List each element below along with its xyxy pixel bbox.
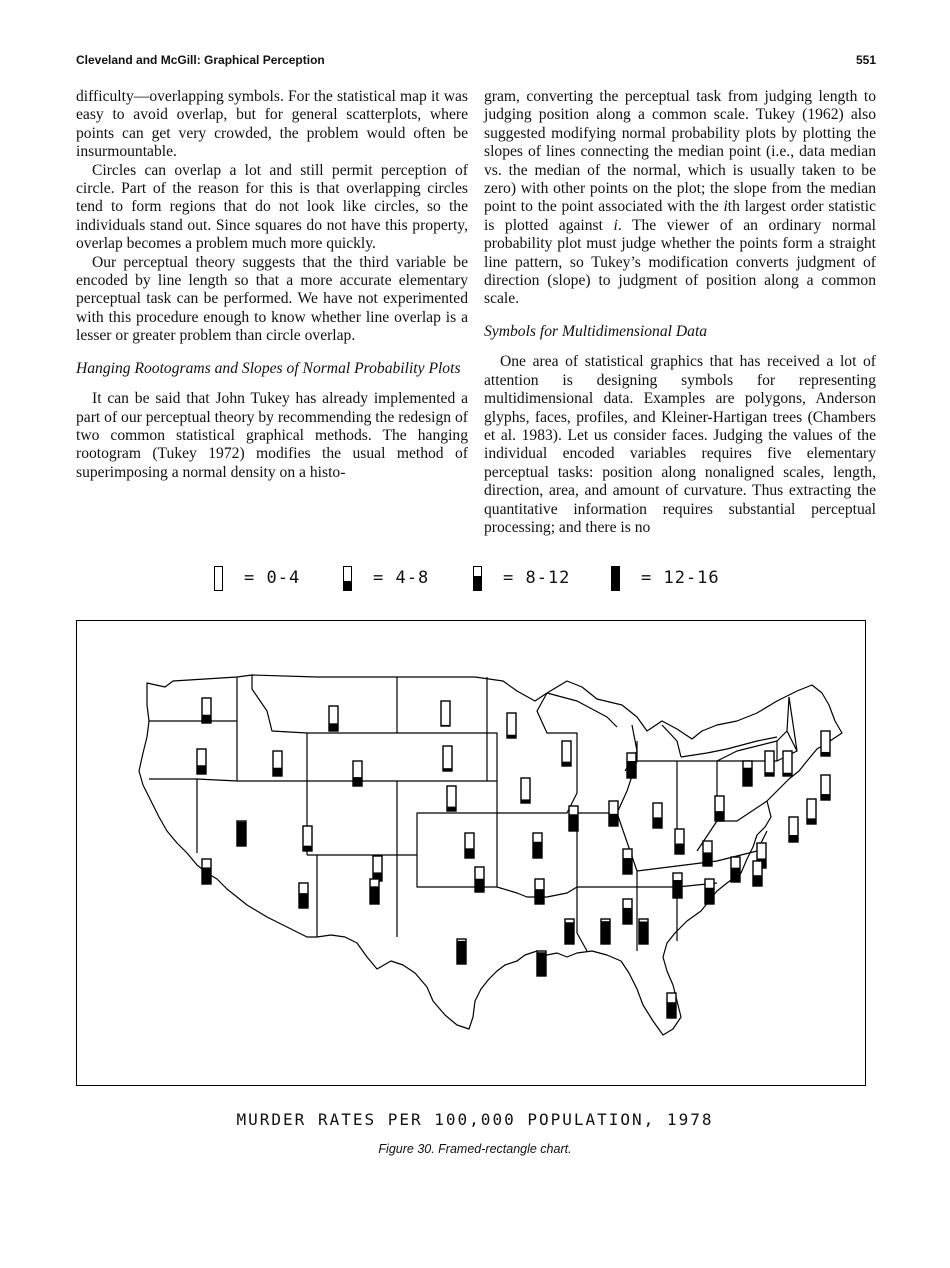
paragraph: Circles can overlap a lot and still permit perception of circle. Part of the reason for this is that overlapping circles tend to form regions that do not look like circles, so the individuals stand out. Since squares do not have this property, overlap becomes a problem much more quickly. [76, 161, 468, 253]
state-frame-nd [441, 701, 450, 726]
state-bar-mn [507, 735, 516, 738]
state-bar-in [609, 814, 618, 826]
state-bar-la [537, 952, 546, 976]
state-bar-ks [465, 848, 474, 858]
state-bar-pa [715, 811, 724, 821]
legend-symbol [343, 566, 352, 591]
paragraph: difficulty—overlapping symbols. For the statistical map it was easy to avoid overlap, but for general scatterplots, where points can get very crowded, the problem would often be insurmountable. [76, 88, 468, 161]
state-bar-nd [441, 725, 450, 726]
running-head-title: Cleveland and McGill: Graphical Perception [76, 53, 325, 67]
state-bar-ok [475, 879, 484, 892]
state-bar-nv [237, 822, 246, 846]
italic-variable: i [613, 216, 618, 234]
state-bar-az [299, 893, 308, 908]
legend-symbol-fill [344, 581, 351, 590]
state-bar-wy [353, 777, 362, 786]
map-frame [76, 620, 866, 1086]
state-symbols [197, 698, 830, 1018]
left-column [76, 88, 468, 482]
paragraph: One area of statistical graphics that has received a lot of attention is designing symbols for representing multidimensional data. Examples are polygons, Anderson glyphs, faces, profiles, and Kleiner-Hartigan trees (Chambers et al. 1983). Let us consider faces. Judging the values of the individual encoded variables requires five elementary perceptual tasks: position along nonaligned scales, length, direction, area, and amount of curvature. Thus extracting the quantitative information requires substantial perceptual processing; and there is no [484, 353, 876, 536]
state-bar-il [569, 814, 578, 831]
legend-symbol-fill [474, 576, 481, 590]
state-bar-mi [627, 761, 636, 778]
state-frame-nh [783, 751, 792, 776]
us-outline [139, 675, 842, 1035]
state-bar-ky [623, 858, 632, 874]
figure-caption: Figure 30. Framed-rectangle chart. [378, 1142, 572, 1156]
state-bar-va [703, 852, 712, 866]
section-heading: Symbols for Multidimensional Data [484, 322, 708, 340]
state-frame-ia [521, 778, 530, 803]
state-bar-al [601, 921, 610, 944]
state-frame-mn [507, 713, 516, 738]
state-bar-wa [202, 715, 211, 723]
text-run: th largest order statistic is plotted against [484, 198, 877, 234]
chart-title: MURDER RATES PER 100,000 POPULATION, 1978 [236, 1110, 714, 1129]
section-heading: Hanging Rootograms and Slopes of Normal Probability Plots [76, 359, 461, 377]
text-run: gram, converting the perceptual task from judging length to judging position along a common scale. Tukey (1962) also suggested modifying normal probability plots by plotting the slopes of lines connecting the median point (i.e., data median vs. the median of the normal, which is usually taken to be zero) with other points on the plot; the slope from the median point to the point associated with the [484, 88, 876, 216]
state-bar-ri [807, 818, 816, 824]
state-bar-md [731, 868, 740, 882]
great-lakes [547, 693, 777, 771]
state-bar-ia [521, 799, 530, 803]
state-boundaries [139, 675, 842, 1035]
state-bar-nc [705, 888, 714, 904]
paragraph: Our perceptual theory suggests that the third variable be encoded by line length so that a more accurate elementary perceptual task can be performed. We have not experimented with this procedure enough to know whether line overlap is a lesser or greater problem than circle overlap. [76, 253, 468, 345]
state-bar-de [753, 875, 762, 886]
state-bar-ny [743, 768, 752, 786]
state-bar-ga [639, 922, 648, 945]
state-bar-ut [303, 846, 312, 851]
legend-symbol [611, 566, 620, 591]
state-bar-tx [457, 941, 466, 964]
state-bar-ct [789, 835, 798, 842]
paragraph [484, 88, 876, 309]
state-bar-mo [533, 842, 542, 858]
state-bar-ma [821, 794, 830, 800]
paragraph: It can be said that John Tukey has already implemented a part of our perceptual theory by recommending the redesign of two common statistical graphical methods. The hanging rootogram (Tukey 1972) modifies the usual method of superimposing a normal density on a histo- [76, 390, 468, 481]
state-bar-fl [667, 1002, 676, 1018]
state-bar-nm [370, 886, 379, 904]
state-bar-wi [562, 762, 571, 766]
legend-label: = 12-16 [641, 568, 720, 588]
right-column [484, 88, 876, 537]
state-border [149, 675, 797, 951]
page-number: 551 [855, 53, 876, 67]
state-bar-vt [765, 772, 774, 776]
state-bar-sc [673, 880, 682, 898]
italic-variable: i [723, 198, 728, 216]
state-bar-ne [447, 807, 456, 811]
state-bar-nh [783, 773, 792, 776]
state-bar-ca [202, 867, 211, 884]
state-bar-oh [653, 817, 662, 828]
legend-symbol [473, 566, 482, 591]
legend-label: = 4-8 [373, 568, 430, 588]
chart-legend [0, 564, 950, 594]
state-bar-ar [535, 889, 544, 904]
state-bar-or [197, 765, 206, 774]
state-bar-me [821, 752, 830, 756]
state-bar-sd [443, 768, 452, 771]
state-frame-sd [443, 746, 452, 771]
text-run: . The viewer of an ordinary normal probability plot must judge whether the points form a straight line pattern, so Tukey’s modification converts judgment of direction (slope) to judgment of position along a common scale. [484, 216, 877, 308]
state-bar-ms [565, 922, 574, 944]
state-bar-mt [329, 723, 338, 731]
legend-label: = 0-4 [244, 568, 301, 588]
us-state-map [77, 621, 864, 1084]
state-bar-tn [623, 908, 632, 924]
state-bar-id [273, 768, 282, 776]
legend-symbol [214, 566, 223, 591]
state-bar-wv [675, 844, 684, 854]
legend-symbol-fill [612, 567, 619, 590]
legend-label: = 8-12 [503, 568, 571, 588]
